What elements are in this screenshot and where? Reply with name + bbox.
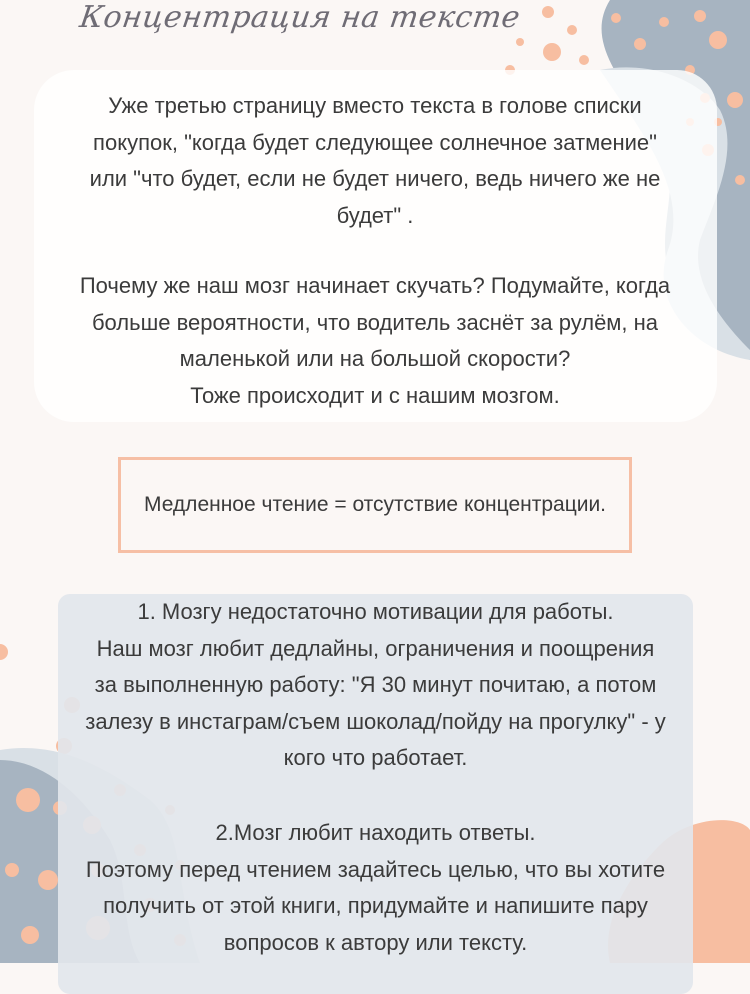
highlight-box — [118, 457, 632, 553]
intro-paragraph-1: Уже третью страницу вместо текста в голове списки покупок, "когда будет следующее солнечное затмение" или "что будет, если не будет ничего, ведь ничего же не будет" . — [89, 93, 661, 228]
page-title: Концентрация на тексте — [77, 0, 523, 35]
reason-point-1: 1. Мозгу недостаточно мотивации для работы. Наш мозг любит дедлайны, ограничения и поощрения за выполненную работу: "Я 30 минут почитаю, а потом залезу в инстаграм/съем шоколад/пойду на прогулку" - у кого что работает. — [85, 599, 666, 770]
intro-paragraph-2: Почему же наш мозг начинает скучать? Подумайте, когда больше вероятности, что водитель заснёт за рулём, на маленькой или на большой скорости? Тоже происходит и с нашим мозгом. — [79, 273, 671, 408]
highlight-text: Медленное чтение = отсутствие концентрации. — [143, 493, 607, 516]
reason-point-2: 2.Мозг любит находить ответы. Поэтому перед чтением задайтесь целью, что вы хотите получить от этой книги, придумайте и напишите пару вопросов к автору или тексту. — [85, 820, 666, 955]
